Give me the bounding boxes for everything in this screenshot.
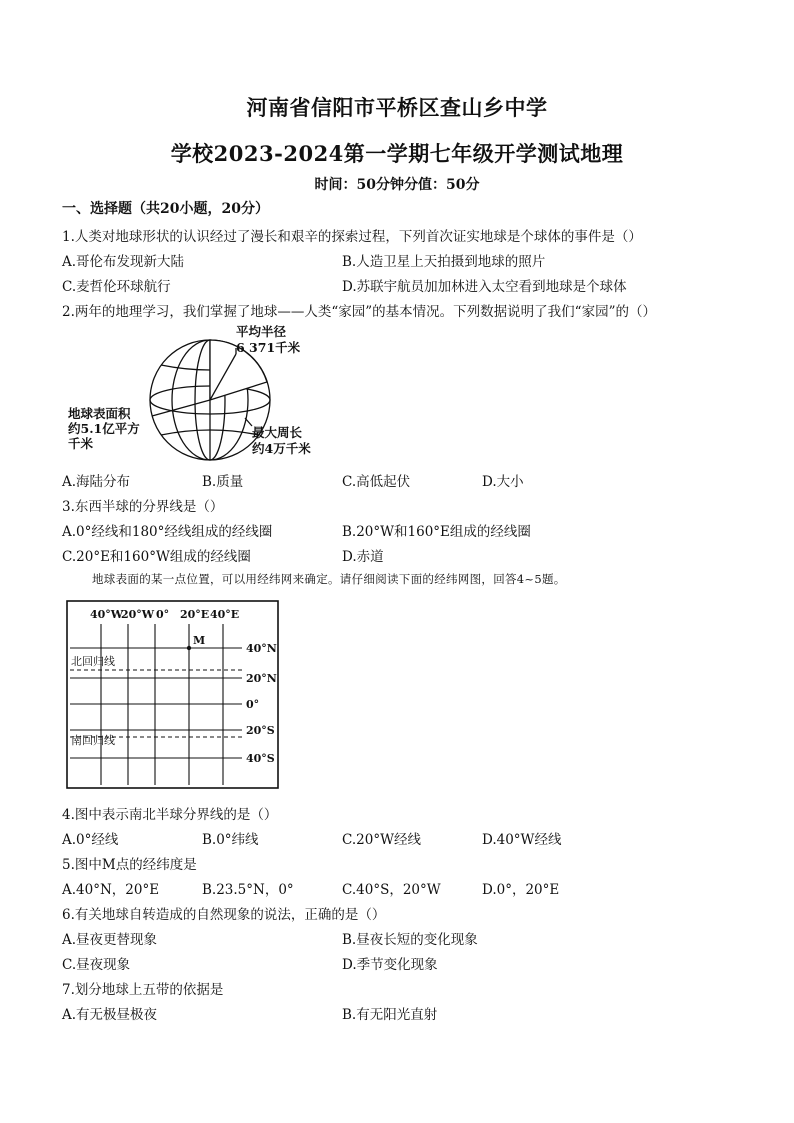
question-4-option-a: A.0°经线 (62, 832, 119, 848)
question-5-option-a: A.40°N，20°E (62, 882, 160, 898)
question-4-option-d: D.40°W经线 (482, 832, 562, 848)
lon-label-0: 0° (156, 608, 170, 621)
question-1-option-c: C.麦哲伦环球航行 (62, 279, 171, 295)
lon-label-40e: 40°E (210, 608, 240, 621)
tropic-of-cancer-label: 北回归线 (71, 655, 115, 668)
point-m-label: M (193, 634, 206, 647)
questions-4-5-intro: 地球表面的某一点位置，可以用经纬网来确定。请仔细阅读下面的经纬网图，回答4~5题。 (92, 572, 566, 586)
question-6-option-a: A.昼夜更替现象 (62, 932, 158, 948)
question-4-stem: 4.图中表示南北半球分界线的是（） (62, 807, 278, 823)
question-7-stem: 7.划分地球上五带的依据是 (62, 982, 224, 998)
question-5-option-b: B.23.5°N，0° (202, 882, 294, 898)
earth-size-figure (60, 322, 340, 464)
lon-label-40w: 40°W (90, 608, 124, 621)
question-3-option-c: C.20°E和160°W组成的经线圈 (62, 549, 251, 565)
lat-label-0: 0° (246, 698, 260, 711)
question-2-option-b: B.质量 (202, 474, 244, 490)
question-6-option-b: B.昼夜长短的变化现象 (342, 932, 478, 948)
question-1-option-d: D.苏联宇航员加加林进入太空看到地球是个球体 (342, 279, 627, 295)
radius-label-2: 6 371千米 (236, 340, 301, 355)
area-label-1: 地球表面积 (68, 406, 131, 421)
lat-label-20s: 20°S (246, 724, 275, 737)
lat-label-20n: 20°N (246, 672, 277, 685)
question-5-option-c: C.40°S，20°W (342, 882, 441, 898)
lat-label-40s: 40°S (246, 752, 275, 765)
lon-label-20w: 20°W (121, 608, 155, 621)
section-heading: 一、选择题（共20小题，20分） (62, 201, 269, 217)
question-2-option-c: C.高低起伏 (342, 474, 411, 490)
question-5-stem: 5.图中M点的经纬度是 (62, 857, 197, 873)
question-3-option-b: B.20°W和160°E组成的经线圈 (342, 524, 531, 540)
circumference-label-2: 约4万千米 (252, 441, 311, 456)
time-score-line: 时间：50分钟分值：50分 (314, 177, 480, 193)
question-1-stem: 1.人类对地球形状的认识经过了漫长和艰辛的探索过程，下列首次证实地球是个球体的事件是（） (62, 229, 642, 245)
question-3-stem: 3.东西半球的分界线是（） (62, 499, 224, 515)
question-4-option-c: C.20°W经线 (342, 832, 421, 848)
question-6-option-c: C.昼夜现象 (62, 957, 131, 973)
question-1-option-b: B.人造卫星上天拍摄到地球的照片 (342, 254, 546, 270)
question-1-option-a: A.哥伦布发现新大陆 (62, 254, 185, 270)
page-title-line1: 河南省信阳市平桥区查山乡中学 (246, 95, 548, 120)
tropic-of-capricorn-label: 南回归线 (71, 734, 115, 747)
question-4-option-b: B.0°纬线 (202, 832, 259, 848)
question-7-option-b: B.有无阳光直射 (342, 1007, 438, 1023)
lat-lon-grid-figure (66, 600, 280, 790)
circumference-label-1: 最大周长 (252, 425, 303, 440)
radius-label-1: 平均半径 (236, 324, 287, 339)
question-2-option-a: A.海陆分布 (62, 474, 131, 490)
lat-label-40n: 40°N (246, 642, 277, 655)
question-6-stem: 6.有关地球自转造成的自然现象的说法，正确的是（） (62, 907, 386, 923)
question-6-option-d: D.季节变化现象 (342, 957, 438, 973)
question-2-stem: 2.两年的地理学习，我们掌握了地球——人类“家园”的基本情况。下列数据说明了我们“家园”的（） (62, 304, 656, 320)
area-label-3: 千米 (68, 436, 94, 451)
question-3-option-a: A.0°经线和180°经线组成的经线圈 (62, 524, 273, 540)
question-2-option-d: D.大小 (482, 474, 524, 490)
page-title-line2: 学校2023-2024第一学期七年级开学测试地理 (170, 141, 624, 166)
point-m-dot (187, 646, 191, 650)
area-label-2: 约5.1亿平方 (68, 421, 140, 436)
question-7-option-a: A.有无极昼极夜 (62, 1007, 158, 1023)
question-3-option-d: D.赤道 (342, 549, 384, 565)
lon-label-20e: 20°E (180, 608, 210, 621)
question-5-option-d: D.0°，20°E (482, 882, 560, 898)
